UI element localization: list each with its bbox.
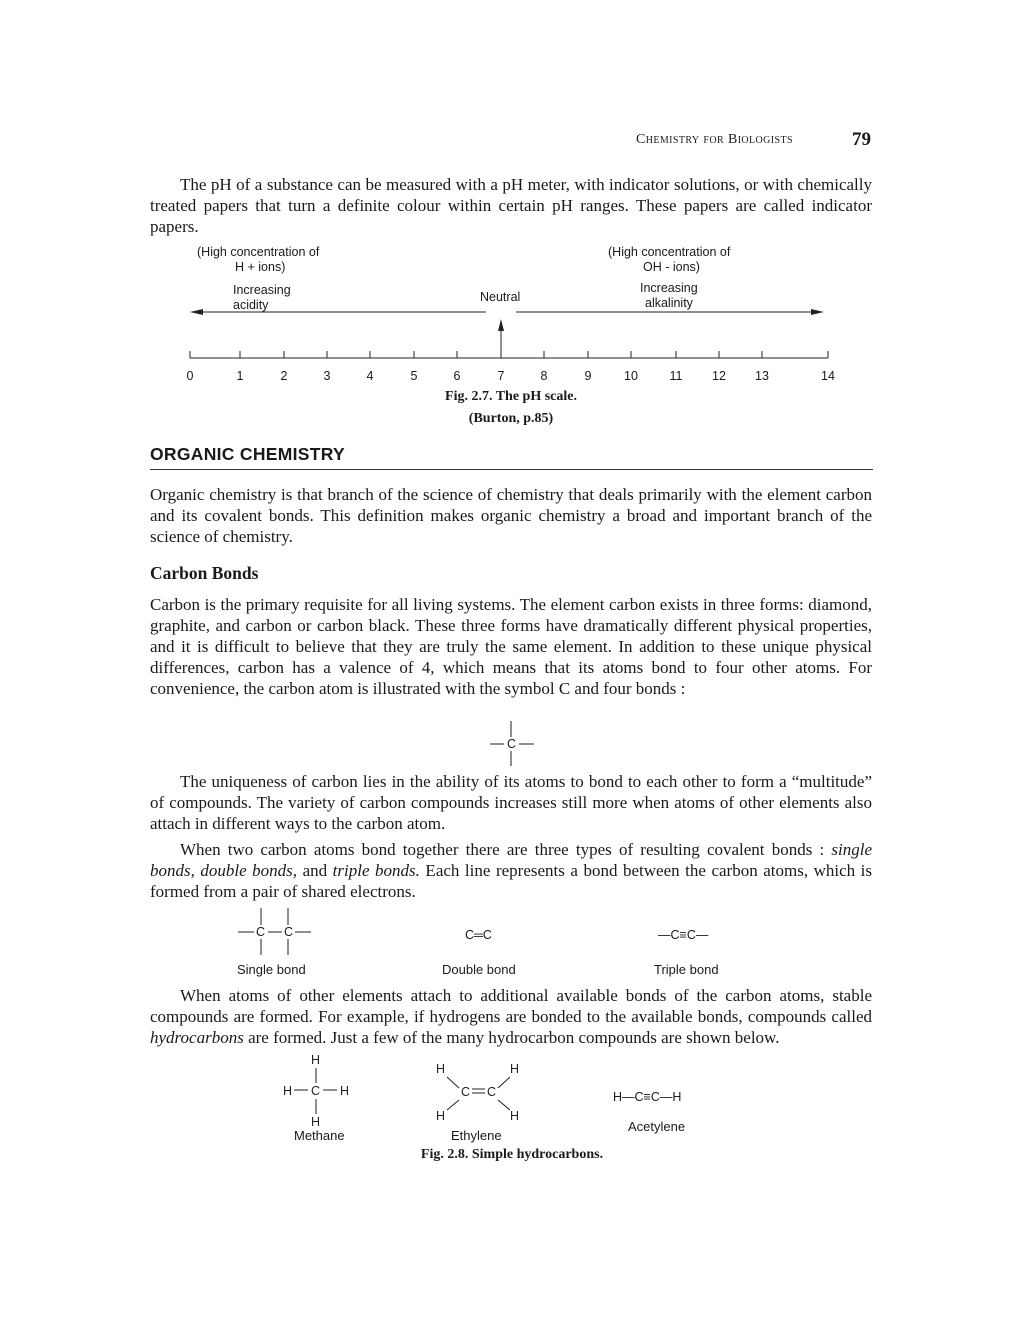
hydrocarbon-paragraph: When atoms of other elements attach to additional available bonds of the carbon atoms, stable compounds are formed. For example, if hydrogens are bonded to the available bonds, compounds called hydrocarbons are formed. Just a few of the many hydrocarbon compounds are shown below. (150, 986, 872, 1047)
intro-paragraph: The pH of a substance can be measured with a pH meter, with indicator solutions, or with chemically treated papers that turn a definite colour within certain pH ranges. These papers are called indicator papers. (150, 175, 872, 236)
ph-tick-label-6: 6 (453, 369, 461, 383)
ph-tick-label-11: 11 (669, 369, 683, 383)
svg-text:H: H (510, 1109, 520, 1123)
scale-ticks (190, 351, 828, 358)
neutral-arrowhead (498, 319, 504, 331)
double-bond-formula: C═C (465, 928, 492, 942)
svg-text:H: H (311, 1053, 321, 1067)
ethylene-label: Ethylene (451, 1128, 502, 1143)
ph-tick-label-10: 10 (624, 369, 638, 383)
ph-tick-label-4: 4 (366, 369, 374, 383)
base-note-line2: OH - ions) (643, 260, 700, 274)
single-bond-label: Single bond (237, 962, 306, 977)
alkalinity-label-line1: Increasing (640, 281, 698, 295)
svg-text:H: H (340, 1084, 350, 1098)
acidity-label-line2: acidity (233, 298, 269, 312)
fig27-source: (Burton, p.85) (468, 411, 554, 426)
ph-tick-label-14: 14 (821, 369, 835, 383)
neutral-label: Neutral (480, 290, 521, 304)
carbon-symbol: C (507, 737, 517, 751)
ph-scale-diagram (0, 0, 1023, 400)
fig27-caption: Fig. 2.7. The pH scale. (445, 389, 577, 404)
svg-text:H: H (311, 1115, 321, 1129)
single-bond-structure (232, 905, 322, 957)
section-title: ORGANIC CHEMISTRY (150, 444, 346, 464)
ph-tick-label-7: 7 (497, 369, 505, 383)
acid-note-line2: H + ions) (235, 260, 286, 274)
subsection-title: Carbon Bonds (150, 563, 259, 583)
acetylene-label: Acetylene (628, 1119, 686, 1134)
uniqueness-paragraph: The uniqueness of carbon lies in the ability of its atoms to bond to each other to form a “multitude” of compounds. The variety of carbon compounds increases still more when atoms of other elements also attach in different ways to the carbon atom. (150, 772, 872, 833)
ph-tick-label-0: 0 (186, 369, 194, 383)
fig28-caption: Fig. 2.8. Simple hydrocarbons. (420, 1147, 604, 1162)
ethylene-structure (430, 1058, 530, 1130)
svg-text:H: H (283, 1084, 293, 1098)
triple-bond-label: Triple bond (654, 962, 719, 977)
ph-tick-label-9: 9 (584, 369, 592, 383)
ph-tick-label-5: 5 (410, 369, 418, 383)
svg-text:H: H (436, 1109, 446, 1123)
acid-note-line1: (High concentration of (197, 245, 320, 259)
ph-tick-label-1: 1 (236, 369, 244, 383)
double-bond-label: Double bond (442, 962, 516, 977)
running-title: Chemistry for Biologists (636, 132, 793, 147)
ph-tick-label-12: 12 (712, 369, 726, 383)
ph-tick-label-3: 3 (323, 369, 331, 383)
organic-paragraph: Organic chemistry is that branch of the science of chemistry that deals primarily with the element carbon and its covalent bonds. This definition makes organic chemistry a broad and important branch of the science of chemistry. (150, 485, 872, 546)
page-number: 79 (852, 129, 871, 150)
acidity-arrowhead (190, 309, 203, 315)
triple-bond-formula: —C≡C— (658, 928, 709, 942)
carbon-paragraph: Carbon is the primary requisite for all living systems. The element carbon exists in three forms: diamond, graphite, and carbon or carbon black. These three forms have dramatically different physical properties, and it is difficult to believe that they are truly the same element. In addition to these unique physical differences, carbon has a valence of 4, which means that its atoms bond to four other atoms. For convenience, the carbon atom is illustrated with the symbol C and four bonds : (150, 595, 872, 698)
alkalinity-arrowhead (811, 309, 824, 315)
methane-structure (280, 1050, 360, 1130)
svg-text:C: C (461, 1085, 471, 1099)
acetylene-formula: H—C≡C—H (613, 1090, 682, 1104)
ph-tick-label-13: 13 (755, 369, 769, 383)
ph-tick-label-2: 2 (280, 369, 288, 383)
single-bond-carbon-2: C (284, 925, 294, 939)
bonds-paragraph: When two carbon atoms bond together there are three types of resulting covalent bonds : single bonds, double bonds, and triple bonds. Each line represents a bond between the carbon atoms, which is formed from a pair of shared electrons. (150, 840, 873, 901)
single-bond-carbon-1: C (256, 925, 266, 939)
ph-tick-label-8: 8 (540, 369, 548, 383)
svg-text:H: H (510, 1062, 520, 1076)
base-note-line1: (High concentration of (608, 245, 731, 259)
section-rule (150, 469, 873, 470)
alkalinity-label-line2: alkalinity (645, 296, 693, 310)
svg-text:C: C (487, 1085, 497, 1099)
methane-label: Methane (294, 1128, 345, 1143)
svg-text:H: H (436, 1062, 446, 1076)
svg-text:C: C (311, 1084, 321, 1098)
acidity-label-line1: Increasing (233, 283, 291, 297)
